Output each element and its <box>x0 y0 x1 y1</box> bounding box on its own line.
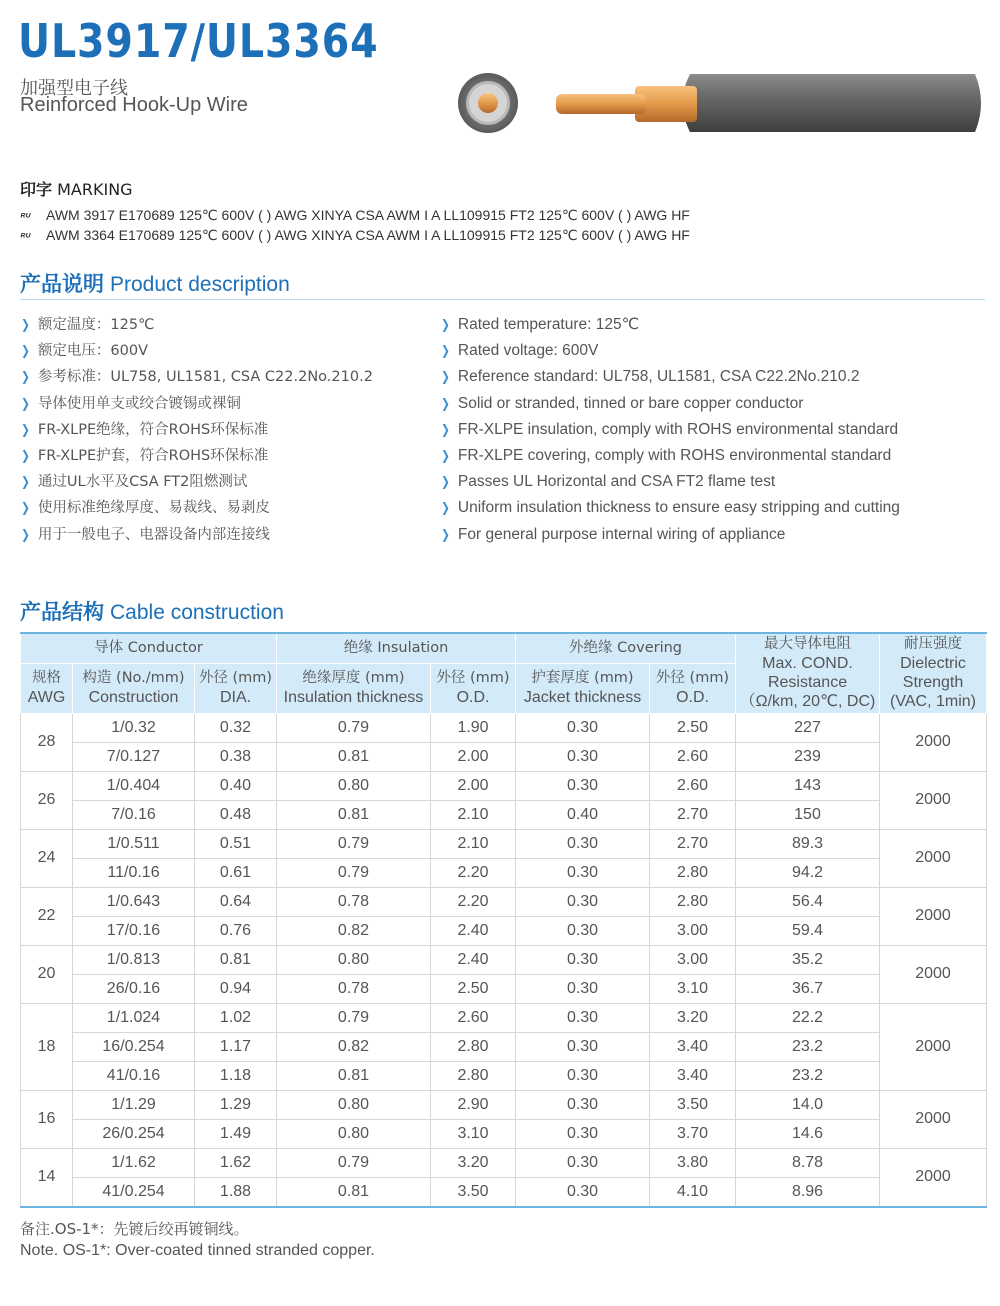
jacket-thickness-cell: 0.30 <box>516 1119 650 1148</box>
cable-illustration <box>455 66 990 146</box>
conductor-dia-cell: 0.76 <box>195 916 277 945</box>
covering-od-cell: 2.70 <box>650 800 736 829</box>
jacket-thickness-cell: 0.30 <box>516 887 650 916</box>
insulation-od-cell: 2.20 <box>431 858 516 887</box>
table-row <box>21 1177 987 1207</box>
header-insulation-od: 外径 (mm) O.D. <box>431 663 516 713</box>
features-list-en <box>440 312 900 548</box>
insulation-thickness-cell: 0.79 <box>277 713 431 742</box>
insulation-od-cell: 2.00 <box>431 771 516 800</box>
insulation-od-cell: 3.10 <box>431 1119 516 1148</box>
insulation-thickness-cell: 0.82 <box>277 1032 431 1061</box>
resistance-cell: 35.2 <box>736 945 880 974</box>
insulation-thickness-cell: 0.78 <box>277 887 431 916</box>
table-row <box>21 1090 987 1119</box>
table-row <box>21 858 987 887</box>
conductor-dia-cell: 1.29 <box>195 1090 277 1119</box>
heading-en: Product description <box>110 273 290 296</box>
chevron-right-icon: ❯ <box>441 447 450 463</box>
construction-cell: 1/0.404 <box>73 771 195 800</box>
construction-cell: 1/1.62 <box>73 1148 195 1177</box>
table-row <box>21 887 987 916</box>
insulation-od-cell: 2.90 <box>431 1090 516 1119</box>
conductor-dia-cell: 0.81 <box>195 945 277 974</box>
resistance-cell: 23.2 <box>736 1061 880 1090</box>
jacket-thickness-cell: 0.30 <box>516 713 650 742</box>
note-chinese: 备注.OS-1*：先镀后绞再镀铜线。 <box>20 1220 249 1238</box>
insulation-thickness-cell: 0.79 <box>277 1148 431 1177</box>
dielectric-strength-cell: 2000 <box>880 887 987 945</box>
feature-item <box>20 312 373 338</box>
construction-cell: 1/1.024 <box>73 1003 195 1032</box>
resistance-cell: 8.96 <box>736 1177 880 1207</box>
marking-text: AWM 3364 E170689 125℃ 600V ( ) AWG XINYA CSA AWM I A LL109915 FT2 125℃ 600V ( ) AWG HF <box>46 227 690 243</box>
table-row <box>21 1003 987 1032</box>
chevron-right-icon: ❯ <box>21 344 30 360</box>
insulation-thickness-cell: 0.81 <box>277 1061 431 1090</box>
chevron-right-icon: ❯ <box>441 395 450 411</box>
resistance-cell: 143 <box>736 771 880 800</box>
construction-cell: 41/0.254 <box>73 1177 195 1207</box>
subtitle-chinese: 加强型电子线 <box>20 78 128 99</box>
table-row <box>21 713 987 742</box>
marking-line <box>20 205 690 225</box>
feature-text: Uniform insulation thickness to ensure easy stripping and cutting <box>457 499 900 517</box>
construction-cell: 1/0.813 <box>73 945 195 974</box>
jacket-thickness-cell: 0.30 <box>516 1177 650 1207</box>
section-divider <box>20 299 985 300</box>
resistance-cell: 89.3 <box>736 829 880 858</box>
conductor-dia-cell: 1.88 <box>195 1177 277 1207</box>
chevron-right-icon: ❯ <box>441 343 450 359</box>
conductor-dia-cell: 1.17 <box>195 1032 277 1061</box>
conductor-dia-cell: 1.02 <box>195 1003 277 1032</box>
covering-od-cell: 3.20 <box>650 1003 736 1032</box>
table-row <box>21 800 987 829</box>
dielectric-strength-cell: 2000 <box>880 1090 987 1148</box>
conductor-dia-cell: 0.51 <box>195 829 277 858</box>
chevron-right-icon: ❯ <box>21 396 30 412</box>
feature-item <box>440 312 900 338</box>
construction-table <box>20 632 987 1208</box>
conductor-dia-cell: 0.40 <box>195 771 277 800</box>
resistance-cell: 14.0 <box>736 1090 880 1119</box>
insulation-thickness-cell: 0.81 <box>277 800 431 829</box>
ur-mark-icon: ᴿᵁ <box>20 232 31 243</box>
covering-od-cell: 2.60 <box>650 742 736 771</box>
jacket-thickness-cell: 0.30 <box>516 945 650 974</box>
covering-od-cell: 3.10 <box>650 974 736 1003</box>
feature-item <box>440 469 900 495</box>
table-row <box>21 1119 987 1148</box>
awg-cell: 22 <box>21 887 73 945</box>
feature-item <box>20 443 373 469</box>
header-dielectric-strength: 耐压强度 Dielectric Strength (VAC, 1min) <box>880 633 987 713</box>
resistance-cell: 14.6 <box>736 1119 880 1148</box>
feature-text: Reference standard: UL758, UL1581, CSA C22.2No.210.2 <box>457 368 860 386</box>
covering-od-cell: 3.00 <box>650 945 736 974</box>
jacket-thickness-cell: 0.30 <box>516 1003 650 1032</box>
marking-title <box>20 177 690 200</box>
cable-side-view <box>556 74 981 132</box>
insulation-od-cell: 2.10 <box>431 829 516 858</box>
insulation-od-cell: 2.20 <box>431 887 516 916</box>
dielectric-strength-cell: 2000 <box>880 829 987 887</box>
marking-title-cn: 印字 <box>20 180 53 199</box>
feature-text: 额定温度：125℃ <box>37 317 155 333</box>
construction-table-body <box>21 713 987 1207</box>
group-header-covering: 外绝缘 Covering <box>516 633 736 663</box>
marking-section <box>20 177 690 245</box>
chevron-right-icon: ❯ <box>21 501 30 517</box>
conductor-dia-cell: 0.32 <box>195 713 277 742</box>
feature-text: 通过UL水平及CSA FT2阻燃测试 <box>37 474 248 491</box>
construction-cell: 26/0.254 <box>73 1119 195 1148</box>
header-conductor-dia: 外径 (mm) DIA. <box>195 663 277 713</box>
jacket-thickness-cell: 0.30 <box>516 916 650 945</box>
insulation-thickness-cell: 0.80 <box>277 945 431 974</box>
cable-cross-section <box>458 73 518 133</box>
header-jacket-thickness: 护套厚度 (mm) Jacket thickness <box>516 663 650 713</box>
heading-en: Cable construction <box>110 601 284 624</box>
construction-cell: 1/0.32 <box>73 713 195 742</box>
conductor-dia-cell: 1.62 <box>195 1148 277 1177</box>
chevron-right-icon: ❯ <box>21 318 30 333</box>
covering-od-cell: 3.50 <box>650 1090 736 1119</box>
feature-item <box>440 364 900 390</box>
covering-od-cell: 3.40 <box>650 1061 736 1090</box>
resistance-cell: 8.78 <box>736 1148 880 1177</box>
awg-cell: 20 <box>21 945 73 1003</box>
covering-od-cell: 3.40 <box>650 1032 736 1061</box>
marking-title-en: MARKING <box>57 180 133 199</box>
chevron-right-icon: ❯ <box>21 448 30 464</box>
table-row <box>21 742 987 771</box>
insulation-od-cell: 2.00 <box>431 742 516 771</box>
feature-item <box>20 391 373 417</box>
feature-text: 用于一般电子、电器设备内部连接线 <box>37 526 270 543</box>
resistance-cell: 56.4 <box>736 887 880 916</box>
table-row <box>21 974 987 1003</box>
feature-item <box>20 495 373 521</box>
jacket-thickness-cell: 0.30 <box>516 1148 650 1177</box>
feature-text: FR-XLPE insulation, comply with ROHS environmental standard <box>457 420 899 438</box>
insulation-od-cell: 2.80 <box>431 1032 516 1061</box>
construction-cell: 1/1.29 <box>73 1090 195 1119</box>
construction-cell: 41/0.16 <box>73 1061 195 1090</box>
note-english: Note. OS-1*: Over-coated tinned stranded copper. <box>20 1242 375 1259</box>
jacket-thickness-cell: 0.30 <box>516 742 650 771</box>
header-awg: 规格 AWG <box>21 663 73 713</box>
chevron-right-icon: ❯ <box>441 317 450 332</box>
chevron-right-icon: ❯ <box>441 369 450 385</box>
insulation-thickness-cell: 0.79 <box>277 1003 431 1032</box>
product-title: UL3917/UL3364 <box>18 14 379 68</box>
resistance-cell: 23.2 <box>736 1032 880 1061</box>
resistance-cell: 22.2 <box>736 1003 880 1032</box>
dielectric-strength-cell: 2000 <box>880 713 987 771</box>
chevron-right-icon: ❯ <box>21 422 30 438</box>
jacket-thickness-cell: 0.30 <box>516 1032 650 1061</box>
insulation-thickness-cell: 0.80 <box>277 1119 431 1148</box>
insulation-thickness-cell: 0.79 <box>277 858 431 887</box>
covering-od-cell: 2.50 <box>650 713 736 742</box>
insulation-od-cell: 3.50 <box>431 1177 516 1207</box>
insulation-od-cell: 2.50 <box>431 974 516 1003</box>
dielectric-strength-cell: 2000 <box>880 1148 987 1207</box>
covering-od-cell: 4.10 <box>650 1177 736 1207</box>
table-row <box>21 1032 987 1061</box>
insulation-thickness-cell: 0.78 <box>277 974 431 1003</box>
chevron-right-icon: ❯ <box>21 475 30 491</box>
conductor-dia-cell: 1.49 <box>195 1119 277 1148</box>
table-row <box>21 829 987 858</box>
feature-text: Rated temperature: 125℃ <box>457 316 640 333</box>
feature-text: Solid or stranded, tinned or bare copper conductor <box>457 394 804 412</box>
insulation-thickness-cell: 0.81 <box>277 1177 431 1207</box>
covering-od-cell: 2.80 <box>650 887 736 916</box>
resistance-cell: 94.2 <box>736 858 880 887</box>
awg-cell: 28 <box>21 713 73 771</box>
conductor-dia-cell: 0.38 <box>195 742 277 771</box>
feature-text: 导体使用单支或绞合镀锡或裸铜 <box>37 395 241 412</box>
insulation-od-cell: 1.90 <box>431 713 516 742</box>
feature-item <box>440 522 900 548</box>
conductor-dia-cell: 0.64 <box>195 887 277 916</box>
chevron-right-icon: ❯ <box>21 527 30 543</box>
insulation-thickness-cell: 0.79 <box>277 829 431 858</box>
construction-cell: 7/0.127 <box>73 742 195 771</box>
features-list-cn <box>20 312 373 548</box>
ur-mark-icon: ᴿᵁ <box>20 212 31 223</box>
feature-item <box>440 443 900 469</box>
jacket-thickness-cell: 0.40 <box>516 800 650 829</box>
header-covering-od: 外径 (mm) O.D. <box>650 663 736 713</box>
jacket-thickness-cell: 0.30 <box>516 858 650 887</box>
feature-item <box>440 338 900 364</box>
awg-cell: 16 <box>21 1090 73 1148</box>
group-header-conductor: 导体 Conductor <box>21 633 277 663</box>
resistance-cell: 59.4 <box>736 916 880 945</box>
dielectric-strength-cell: 2000 <box>880 945 987 1003</box>
construction-cell: 11/0.16 <box>73 858 195 887</box>
construction-cell: 1/0.643 <box>73 887 195 916</box>
feature-text: FR-XLPE护套，符合ROHS环保标准 <box>37 447 269 464</box>
product-description-heading <box>20 268 290 298</box>
dielectric-strength-cell: 2000 <box>880 771 987 829</box>
feature-item <box>20 364 373 390</box>
insulation-thickness-cell: 0.81 <box>277 742 431 771</box>
construction-cell: 1/0.511 <box>73 829 195 858</box>
resistance-cell: 150 <box>736 800 880 829</box>
feature-item <box>440 417 900 443</box>
construction-cell: 17/0.16 <box>73 916 195 945</box>
awg-cell: 26 <box>21 771 73 829</box>
feature-item <box>20 469 373 495</box>
feature-item <box>20 338 373 364</box>
cable-construction-heading <box>20 596 284 626</box>
insulation-od-cell: 2.80 <box>431 1061 516 1090</box>
awg-cell: 14 <box>21 1148 73 1207</box>
feature-item <box>440 391 900 417</box>
construction-cell: 16/0.254 <box>73 1032 195 1061</box>
feature-text: For general purpose internal wiring of appliance <box>457 525 786 543</box>
heading-cn: 产品说明 <box>20 272 104 296</box>
insulation-od-cell: 2.40 <box>431 945 516 974</box>
feature-text: FR-XLPE绝缘，符合ROHS环保标准 <box>37 421 269 438</box>
covering-od-cell: 2.60 <box>650 771 736 800</box>
conductor-dia-cell: 0.94 <box>195 974 277 1003</box>
jacket-thickness-cell: 0.30 <box>516 771 650 800</box>
chevron-right-icon: ❯ <box>21 370 30 386</box>
feature-item <box>20 417 373 443</box>
table-row <box>21 945 987 974</box>
feature-text: 额定电压：600V <box>37 343 149 360</box>
feature-item <box>20 522 373 548</box>
group-header-insulation: 绝缘 Insulation <box>277 633 516 663</box>
construction-cell: 26/0.16 <box>73 974 195 1003</box>
resistance-cell: 239 <box>736 742 880 771</box>
insulation-thickness-cell: 0.80 <box>277 771 431 800</box>
insulation-thickness-cell: 0.80 <box>277 1090 431 1119</box>
subtitle-english: Reinforced Hook-Up Wire <box>20 94 248 116</box>
awg-cell: 24 <box>21 829 73 887</box>
insulation-thickness-cell: 0.82 <box>277 916 431 945</box>
insulation-od-cell: 3.20 <box>431 1148 516 1177</box>
conductor-dia-cell: 0.48 <box>195 800 277 829</box>
resistance-cell: 36.7 <box>736 974 880 1003</box>
table-row <box>21 771 987 800</box>
insulation-od-cell: 2.40 <box>431 916 516 945</box>
jacket-thickness-cell: 0.30 <box>516 1090 650 1119</box>
feature-text: 使用标准绝缘厚度、易裁线、易剥皮 <box>37 500 270 517</box>
feature-text: 参考标准：UL758, UL1581, CSA C22.2No.210.2 <box>37 369 373 386</box>
covering-od-cell: 3.80 <box>650 1148 736 1177</box>
covering-od-cell: 2.70 <box>650 829 736 858</box>
chevron-right-icon: ❯ <box>441 500 450 516</box>
jacket-thickness-cell: 0.30 <box>516 1061 650 1090</box>
covering-od-cell: 3.00 <box>650 916 736 945</box>
dielectric-strength-cell: 2000 <box>880 1003 987 1090</box>
jacket-thickness-cell: 0.30 <box>516 974 650 1003</box>
insulation-od-cell: 2.10 <box>431 800 516 829</box>
table-row <box>21 916 987 945</box>
header-resistance: 最大导体电阻 Max. COND. Resistance （Ω/km, 20℃, DC) <box>736 633 880 713</box>
header-construction: 构造 (No./mm) Construction <box>73 663 195 713</box>
feature-item <box>440 495 900 521</box>
feature-text: Rated voltage: 600V <box>457 342 599 360</box>
jacket-thickness-cell: 0.30 <box>516 829 650 858</box>
table-row <box>21 1148 987 1177</box>
chevron-right-icon: ❯ <box>441 526 450 542</box>
marking-line <box>20 225 690 245</box>
insulation-od-cell: 2.60 <box>431 1003 516 1032</box>
marking-text: AWM 3917 E170689 125℃ 600V ( ) AWG XINYA CSA AWM I A LL109915 FT2 125℃ 600V ( ) AWG HF <box>46 207 690 223</box>
covering-od-cell: 3.70 <box>650 1119 736 1148</box>
conductor-dia-cell: 1.18 <box>195 1061 277 1090</box>
construction-cell: 7/0.16 <box>73 800 195 829</box>
chevron-right-icon: ❯ <box>441 421 450 437</box>
resistance-cell: 227 <box>736 713 880 742</box>
feature-text: FR-XLPE covering, comply with ROHS environmental standard <box>457 446 892 464</box>
covering-od-cell: 2.80 <box>650 858 736 887</box>
table-row <box>21 1061 987 1090</box>
header-insulation-thickness: 绝缘厚度 (mm) Insulation thickness <box>277 663 431 713</box>
awg-cell: 18 <box>21 1003 73 1090</box>
chevron-right-icon: ❯ <box>441 474 450 490</box>
conductor-dia-cell: 0.61 <box>195 858 277 887</box>
heading-cn: 产品结构 <box>20 600 104 624</box>
feature-text: Passes UL Horizontal and CSA FT2 flame test <box>457 473 776 491</box>
